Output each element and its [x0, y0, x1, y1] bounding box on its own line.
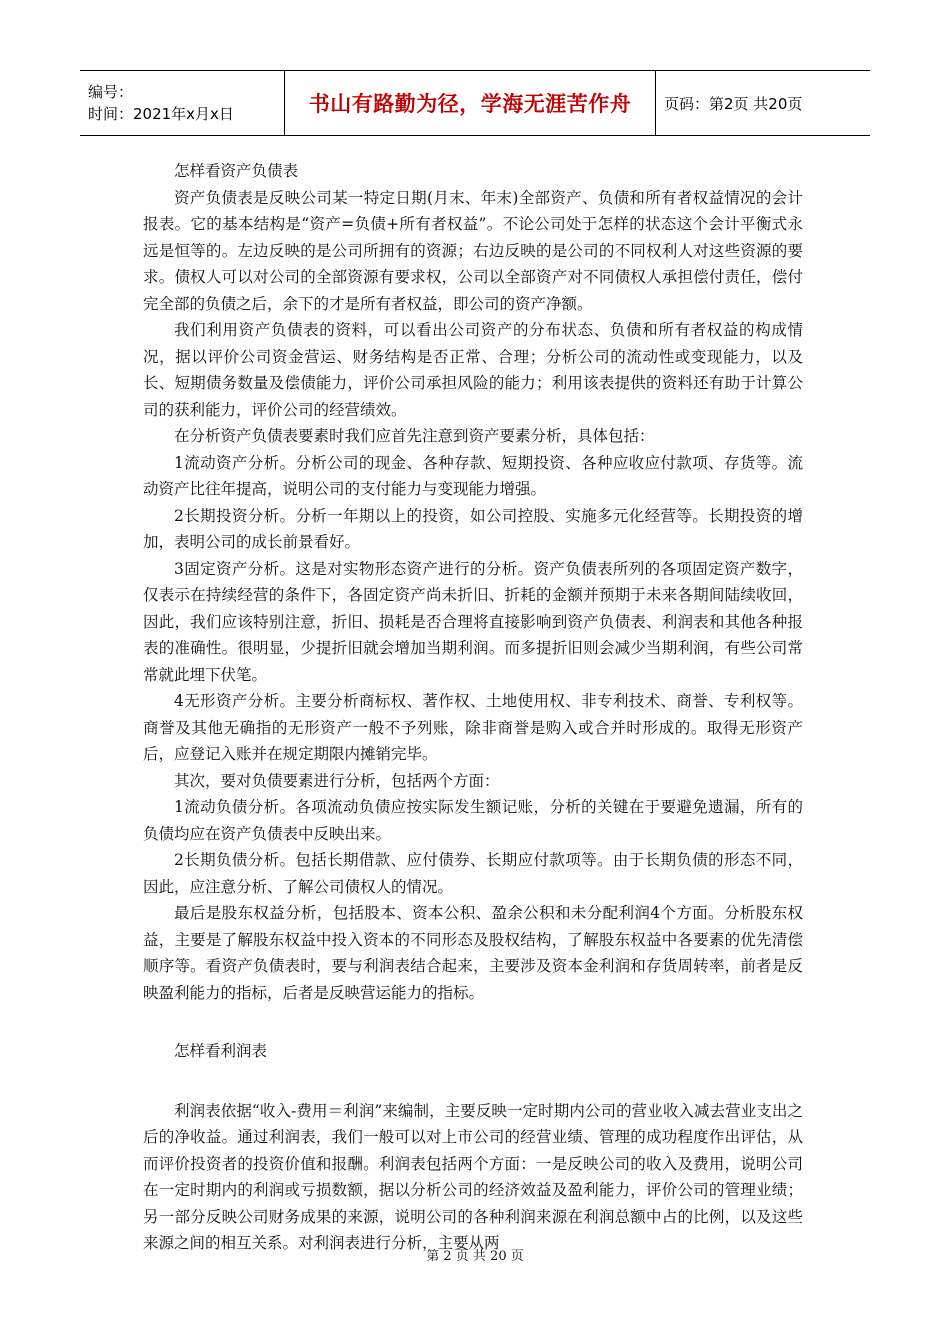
document-number-label: 编号： — [88, 83, 134, 101]
section-spacer — [143, 1065, 803, 1098]
header-page-info: 页码：第2页 共20页 — [664, 94, 803, 113]
paragraph: 资产负债表是反映公司某一特定日期(月末、年末)全部资产、负债和所有者权益情况的会计报表。它的基本结构是“资产=负债+所有者权益”。不论公司处于怎样的状态这个会计平衡式永远是恒等的。左边反映的是公司所拥有的资源；右边反映的是公司的不同权利人对这些资源的要求。债权人可以对公司的全部资源有要求权，公司以全部资产对不同债权人承担偿付责任，偿付完全部的负债之后，余下的才是所有者权益，即公司的资产净额。 — [143, 188, 803, 313]
header-motto-cell — [285, 71, 656, 136]
header-meta-cell — [80, 71, 285, 136]
paragraph: 2长期投资分析。分析一年期以上的投资，如公司控股、实施多元化经营等。长期投资的增加，表明公司的成长前景看好。 — [143, 506, 803, 551]
paragraph: 我们利用资产负债表的资料，可以看出公司资产的分布状态、负债和所有者权益的构成情况，据以评价公司资金营运、财务结构是否正常、合理；分析公司的流动性或变现能力，以及长、短期债务数量及偿债能力，评价公司承担风险的能力；利用该表提供的资料还有助于计算公司的获利能力，评价公司的经营绩效。 — [143, 321, 803, 419]
paragraph: 1流动资产分析。分析公司的现金、各种存款、短期投资、各种应收应付款项、存货等。流动资产比往年提高，说明公司的支付能力与变现能力增强。 — [143, 453, 803, 498]
paragraph: 1流动负债分析。各项流动负债应按实际发生额记账，分析的关键在于要避免遗漏，所有的负债均应在资产负债表中反映出来。 — [143, 798, 803, 843]
section-spacer — [143, 1006, 803, 1038]
paragraph: 在分析资产负债表要素时我们应首先注意到资产要素分析，具体包括： — [174, 427, 655, 445]
header-motto: 书山有路勤为径，学海无涯苦作舟 — [308, 92, 632, 116]
paragraph: 2长期负债分析。包括长期借款、应付债券、长期应付款项等。由于长期负债的形态不同，因此，应注意分析、了解公司债权人的情况。 — [143, 851, 803, 896]
page-header — [80, 70, 870, 136]
paragraph: 其次，要对负债要素进行分析，包括两个方面： — [174, 771, 500, 790]
paragraph: 4无形资产分析。主要分析商标权、著作权、土地使用权、非专利技术、商誉、专利权等。商誉及其他无确指的无形资产一般不予列账，除非商誉是购入或合并时形成的。取得无形资产后，应登记入账并在规定期限内摊销完毕。 — [143, 692, 803, 763]
paragraph: 利润表依据“收入-费用＝利润”来编制，主要反映一定时期内公司的营业收入减去营业支出之后的净收益。通过利润表，我们一般可以对上市公司的经营业绩、管理的成功程度作出评估，从而评价投资者的投资价值和报酬。利润表包括两个方面：一是反映公司的收入及费用，说明公司在一定时期内的利润或亏损数额，据以分析公司的经济效益及盈利能力，评价公司的管理业绩；另一部分反映公司财务成果的来源，说明公司的各种利润来源在利润总额中占的比例，以及这些来源之间的相互关系。对利润表进行分析，主要从两 — [143, 1101, 803, 1252]
page-footer: 第 2 页 共 20 页 — [426, 1249, 524, 1264]
section-title-balance-sheet: 怎样看资产负债表 — [174, 162, 299, 180]
section-title-income-statement: 怎样看利润表 — [174, 1042, 268, 1060]
paragraph: 最后是股东权益分析，包括股本、资本公积、盈余公积和未分配利润4个方面。分析股东权益，主要是了解股东权益中投入资本的不同形态及股权结构，了解股东权益中各要素的优先清偿顺序等。看资产负债表时，要与利润表结合起来，主要涉及资本金利润和存货周转率，前者是反映盈利能力的指标，后者是反映营运能力的指标。 — [143, 904, 803, 1002]
document-date: 时间：2021年x月x日 — [88, 105, 234, 123]
header-page-cell — [656, 71, 871, 136]
document-body — [143, 158, 803, 1257]
paragraph: 3固定资产分析。这是对实物形态资产进行的分析。资产负债表所列的各项固定资产数字，仅表示在持续经营的条件下，各固定资产尚未折旧、折耗的金额并预期于未来各期间陆续收回，因此，我们应该特别注意，折旧、损耗是否合理将直接影响到资产负债表、利润表和其他各种报表的准确性。很明显，少提折旧就会增加当期利润。而多提折旧则会减少当期利润，有些公司常常就此埋下伏笔。 — [143, 559, 803, 684]
